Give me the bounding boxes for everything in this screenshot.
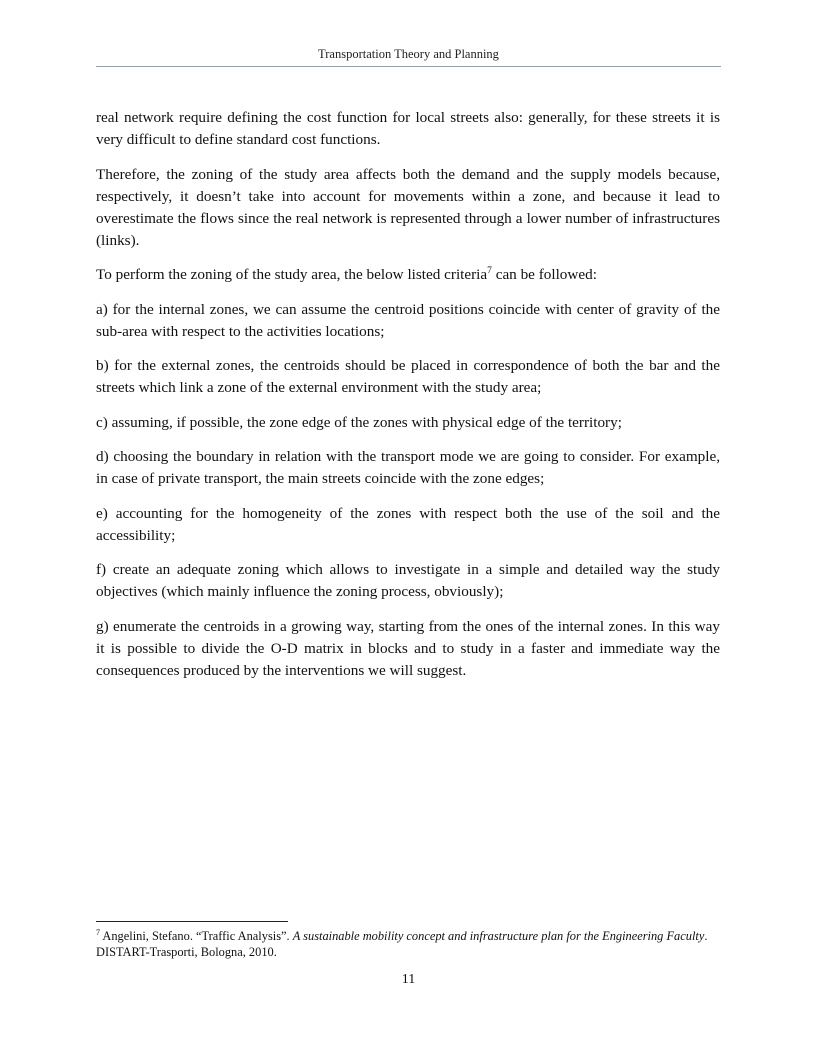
paragraph: real network require defining the cost function for local streets also: generally, for these streets it is very difficult to define standard cost functions.: [96, 109, 720, 148]
criterion-item: b) for the external zones, the centroids should be placed in correspondence of both the bar and the streets which link a zone of the external environment with the study area;: [96, 357, 720, 396]
paragraph: Therefore, the zoning of the study area affects both the demand and the supply models because, respectively, it doesn’t take into account for movements within a zone, and because it lead to overestimate the flows since the real network is represented through a lower number of infrastructures (links).: [96, 165, 720, 249]
footnote-authors: Angelini, Stefano. “Traffic Analysis”.: [100, 929, 293, 943]
paragraph-text: To perform the zoning of the study area, the below listed criteria: [96, 266, 488, 283]
body-text: [96, 107, 720, 694]
criterion-item: c) assuming, if possible, the zone edge of the zones with physical edge of the territory;: [96, 413, 622, 431]
footnote-publisher: . DISTART-Trasporti, Bologna, 2010.: [96, 929, 708, 959]
running-header: Transportation Theory and Planning: [318, 47, 499, 61]
criterion-item: g) enumerate the centroids in a growing way, starting from the ones of the internal zones. In this way it is possible to divide the O-D matrix in blocks and to study in a faster and immediate way the consequences produced by the interventions we will suggest.: [96, 617, 720, 679]
footnote: [96, 928, 720, 960]
paragraph-text: can be followed:: [491, 266, 597, 283]
footnote-number: 7: [96, 928, 100, 937]
footnote-rule: [96, 921, 288, 922]
page-number: 11: [401, 972, 416, 987]
footnote-source-title: A sustainable mobility concept and infrastructure plan for the Engineering Faculty: [292, 929, 705, 943]
paragraph: [96, 264, 720, 286]
criterion-item: e) accounting for the homogeneity of the zones with respect both the use of the soil and the accessibility;: [96, 504, 720, 544]
footnote-reference[interactable]: 7: [487, 266, 492, 276]
criterion-item: d) choosing the boundary in relation with the transport mode we are going to consider. For example, in case of private transport, the main streets coincide with the zone edges;: [96, 448, 720, 487]
criterion-item: f) create an adequate zoning which allows to investigate in a simple and detailed way the study objectives (which mainly influence the zoning process, obviously);: [96, 561, 720, 600]
header-rule: [96, 66, 721, 67]
criterion-item: a) for the internal zones, we can assume the centroid positions coincide with center of gravity of the sub-area with respect to the activities locations;: [96, 300, 720, 340]
